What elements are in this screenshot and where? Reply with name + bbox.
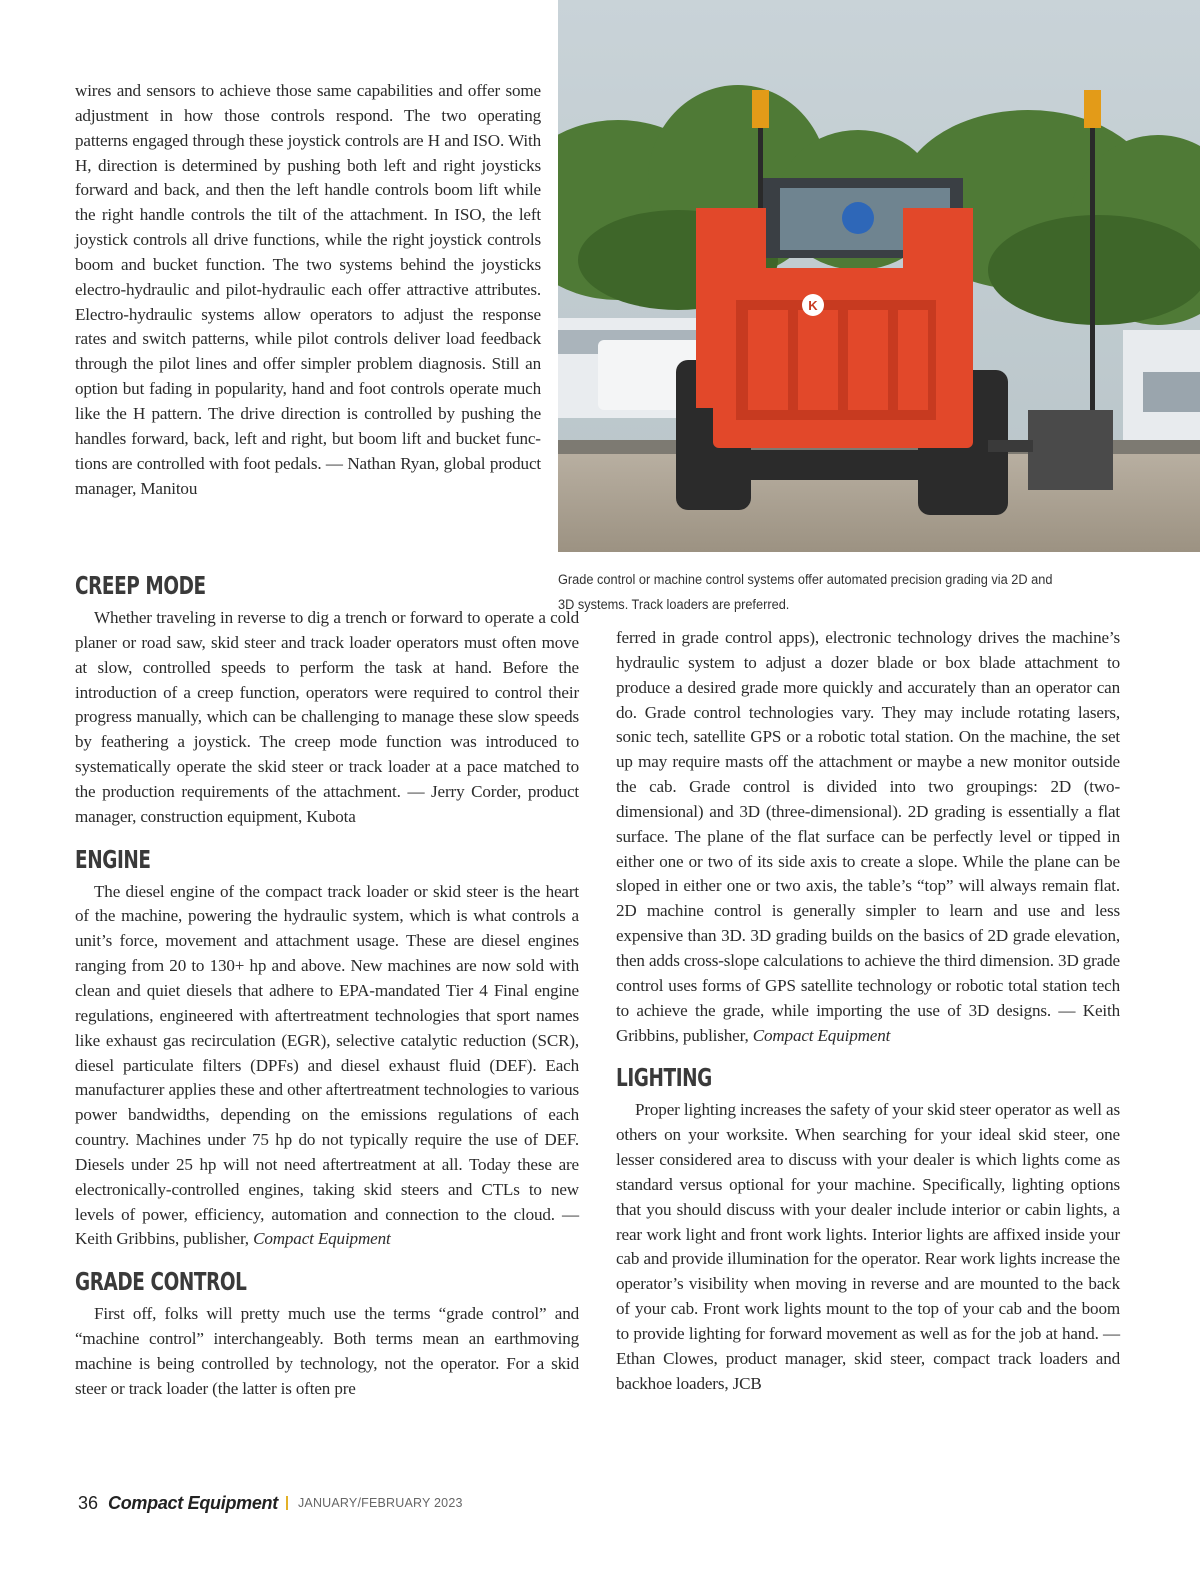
grade-control-publication: Compact Equipment	[752, 1025, 891, 1045]
brand-badge: K	[808, 298, 818, 313]
grade-control-paragraph-start: First off, folks will pretty much use the terms “grade control” and “machine control” interchangeably. Both terms mean an earthmoving machine is being controlled by technology, not the operator. For a skid steer or track loader (the latter is often pre	[75, 1304, 579, 1398]
grade-control-paragraph-cont	[616, 626, 1120, 1048]
engine-heading: ENGINE	[75, 844, 151, 874]
engine-text: The diesel engine of the compact track loader or skid steer is the heart of the machine, powering the hydraulic system, which is what controls a unit’s force, movement and attachment usage. These are diesel engines ranging from 20 to 130+ hp and above. New machines are now sold with clean and quiet diesels that adhere to EPA-mandated Tier 4 Final engine regulations, engineered with aftertreatment technologies that sport names like exhaust gas recirculation (EGR), selective catalytic reduction (SCR), diesel particulate filters (DPFs) and diesel exhaust fluid (DEF). Each manufacturer applies these and other aftertreatment technologies to various power bandwidths, depending on the emissions regulations of each country. Machines under 75 hp do not typically require the use of DEF. Diesels under 25 hp will not need aftertreatment at all. Today these are electronically-controlled engines, taking skid steers and CTLs to new levels of power, efficiency, automation and connection to the cloud. — Keith Gribbins, publisher,	[75, 881, 579, 1249]
engine-publication: Compact Equipment	[253, 1229, 391, 1249]
lighting-heading: LIGHTING	[616, 1063, 712, 1093]
left-column	[75, 566, 579, 1402]
grade-control-heading: GRADE CONTROL	[75, 1267, 247, 1297]
magazine-name: Compact Equipment	[108, 1492, 278, 1513]
grade-control-text: ferred in grade control apps), electronic technology drives the machine’s hydraulic system to adjust a dozer blade or box blade attachment to produce a desired grade more quickly and accurately than an operator can do. Grade control technologies vary. They may include rotating lasers, sonic tech, satellite GPS or a robotic total station. On the machine, the set up may require masts off the attachment or maybe a new monitor outside the cab. Grade control is divided into two groupings: 2D (two-dimensional) and 3D (three-dimensional). 2D grading is essentially a flat surface. The plane of the flat surface can be perfectly level or tipped in either one or two of its side axis to create a slope. While the plane can be sloped in either one or two axis, the table’s “top” will always remain flat. 2D machine control is generally simpler to learn and use and less expensive than 3D. 3D grading builds on the basics of 2D grade elevation, then adds cross-slope calculations to achieve the third dimension. 3D grade control uses forms of GPS satellite technology or robotic total station tech to achieve the grade, while importing the use of 3D designs. — Keith Gribbins, publisher,	[616, 628, 1120, 1045]
creep-mode-heading: CREEP MODE	[75, 571, 206, 600]
engine-paragraph	[75, 880, 579, 1253]
intro-column	[75, 79, 541, 501]
lighting-paragraph: Proper lighting increases the safety of your skid steer operator as well as others on your worksite. When searching for your ideal skid steer, one lesser considered area to discuss with your dealer is which lights come as standard versus optional for your machine. Specifically, lighting options that you should discuss with your dealer include interior or cabin lights, a rear work light and front work lights. Interior lights are affixed inside your cab and provide illumination for the operator. Rear work lights increase the operator’s visibility when moving in reverse and are mounted to the back of your cab. Front work lights mount to the top of your cab and the boom to provide lighting for forward movement as well as for the job at hand. — Ethan Clowes, product manager, skid steer, compact track loaders and backhoe loaders, JCB	[616, 1100, 1120, 1393]
intro-paragraph: wires and sensors to achieve those same capabilities and offer some adjustment in how those controls respond. The two operating patterns engaged through these joystick controls are H and ISO. With H, direction is determined by pushing both left and right joysticks forward and back, and then the left handle controls boom lift while the right handle controls the tilt of the attachment. In ISO, the left joystick controls all drive functions, while the right joystick controls boom and bucket function. The two systems behind the joysticks electro-hydraulic and pilot-hydraulic each offer attractive attributes. Electro-hydraulic systems allow operators to adjust the response rates and switch patterns, while pilot controls deliver load feedback through the pilot lines and offer simpler problem diagnosis. Still an option but fading in popularity, hand and foot controls operate much like the H pattern. The drive direction is controlled by pushing the handles forward, back, left and right, but boom lift and bucket functions are controlled with foot pedals. — Nathan Ryan, global product manager, Manitou	[75, 81, 541, 498]
creep-mode-paragraph: Whether traveling in reverse to dig a trench or forward to operate a cold planer or road saw, skid steer and track loader operators must often move at slow, controlled speeds to perform the task at hand. Before the introduction of a creep function, operators were required to control their progress manually, which can be challenging to manage these slow speeds by feathering a joystick. The creep mode function was introduced to systematically operate the skid steer or track loader at a pace matched to the production requirements of the attachment. — Jerry Corder, product manager, construction equipment, Kubota	[75, 608, 579, 826]
page-footer	[78, 1490, 463, 1516]
right-column	[616, 626, 1120, 1396]
article-photo	[558, 0, 1200, 552]
issue-date: JANUARY/FEBRUARY 2023	[297, 1496, 463, 1510]
footer-divider	[286, 1496, 288, 1510]
photo-caption: Grade control or machine control systems offer automated precision grading via 2D and 3D systems. Track loaders are preferred.	[558, 572, 1053, 613]
page-number: 36	[78, 1492, 99, 1513]
track-loader-image	[558, 0, 1200, 552]
